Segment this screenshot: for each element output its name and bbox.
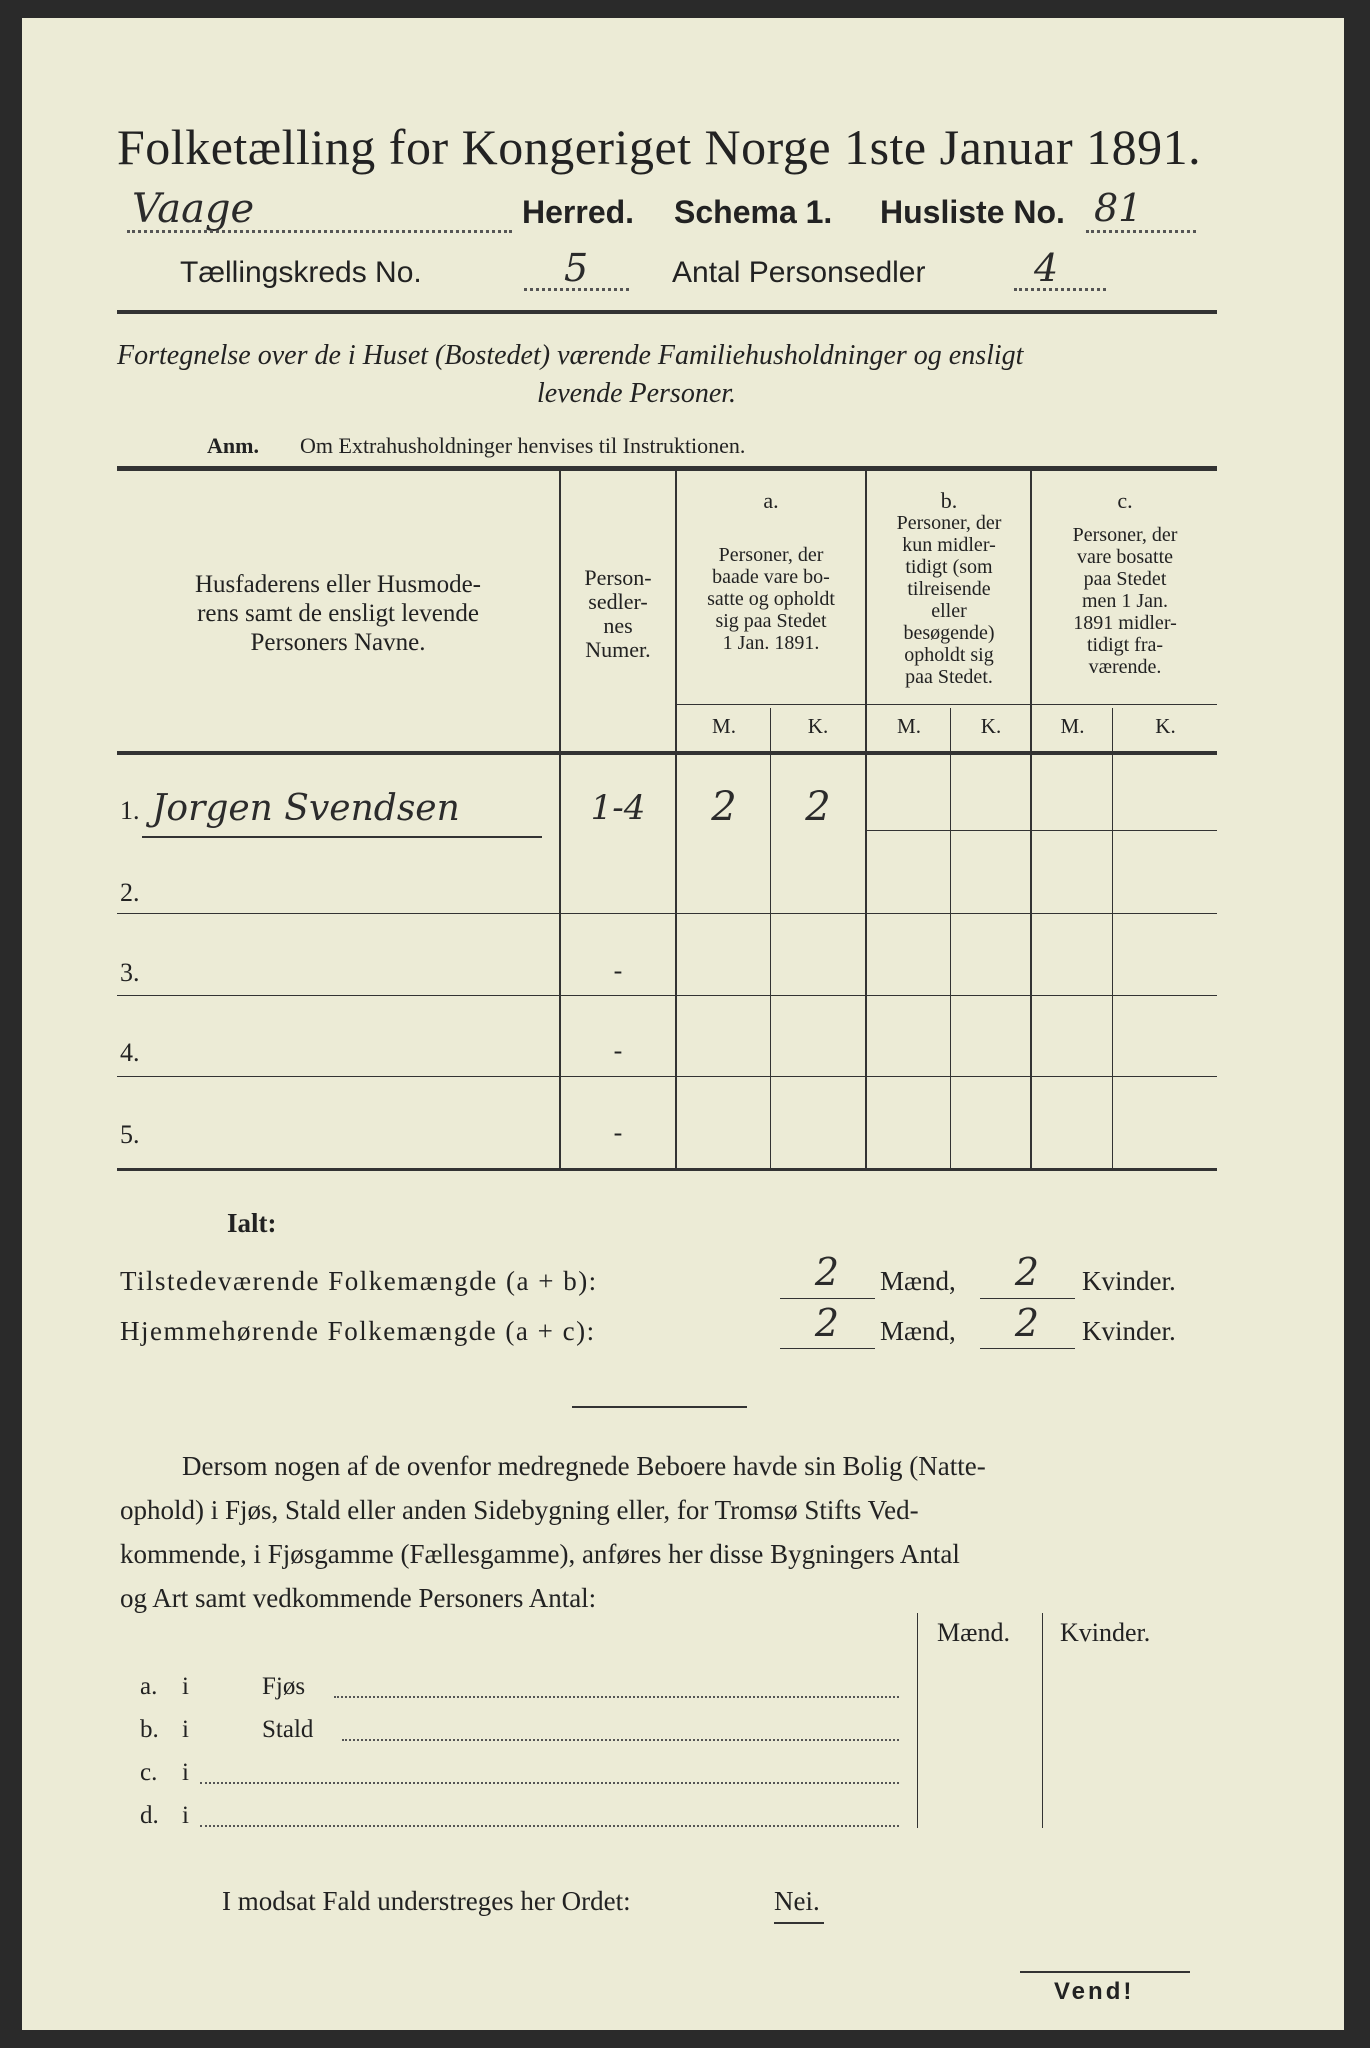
ialt-label: Ialt: (227, 1208, 277, 1238)
building-a-i: i (182, 1673, 189, 1700)
building-d-letter: d. (140, 1802, 159, 1829)
table-top-rule (117, 466, 1217, 471)
row-1-a-k: 2 (805, 784, 831, 830)
col-header-a: Personer, der baade vare bo- satte og opholdt sig paa Stedet 1 Jan. 1891. (707, 544, 835, 654)
col-divider-3 (865, 471, 867, 1171)
personsedler-value: 4 (1034, 246, 1059, 290)
row-1-name: Jorgen Svendsen (152, 788, 460, 829)
c-k-label: K. (1155, 714, 1176, 738)
building-maend-header: Mænd. (937, 1618, 1010, 1647)
tilstede-label: Tilstedeværende Folkemængde (a + b): (120, 1266, 598, 1296)
col-header-b: Personer, der kun midler- tidigt (som tilreisende eller besøgende) opholdt sig paa Stedet. (896, 512, 1002, 688)
intro-line-1: Fortegnelse over de i Huset (Bostedet) værende Familiehusholdninger og ensligt (117, 340, 1024, 371)
notice-line-2: ophold) i Fjøs, Stald eller anden Sidebygning eller, for Tromsø Stifts Ved- (120, 1495, 919, 1525)
building-b-label: Stald (262, 1716, 314, 1743)
row-3-rule (117, 995, 1217, 996)
c-mk-divider (1112, 708, 1113, 1171)
building-col-divider-2 (1042, 1613, 1043, 1828)
building-c-letter: c. (140, 1759, 158, 1786)
herred-value: Vaage (132, 186, 255, 232)
b-mk-divider (950, 708, 951, 1171)
anm-text: Om Extrahusholdninger henvises til Instruktionen. (300, 433, 746, 458)
col-header-c: Personer, der vare bosatte paa Stedet men 1 Jan. 1891 midler- tidigt fra- værende. (1072, 524, 1178, 678)
a-mk-divider (770, 708, 771, 1171)
notice-line-4: og Art samt vedkommende Personers Antal: (120, 1583, 597, 1613)
hjemme-kvinder-label: Kvinder. (1082, 1316, 1176, 1346)
personsedler-label: Antal Personsedler (672, 256, 926, 289)
building-d-dots (200, 1825, 899, 1827)
col-divider-4 (1030, 471, 1032, 1171)
kreds-value: 5 (564, 246, 589, 290)
building-col-divider-1 (917, 1613, 918, 1828)
building-b-dots (342, 1739, 899, 1741)
col-divider-2 (675, 471, 677, 1171)
nei-word: Nei. (774, 1886, 820, 1916)
row-1-name-underline (142, 836, 542, 838)
c-m-label: M. (1060, 714, 1085, 738)
husliste-dots (1086, 230, 1196, 233)
col-header-b-letter: b. (940, 488, 958, 513)
husliste-value: 81 (1094, 186, 1143, 230)
tilstede-kvinder-label: Kvinder. (1082, 1266, 1176, 1296)
mk-rule (675, 704, 1217, 705)
notice-line-1: Dersom nogen af de ovenfor medregnede Beboere havde sin Bolig (Natte- (182, 1451, 986, 1481)
hjemme-maend-line (780, 1348, 875, 1349)
row-4-no: 4. (120, 1038, 140, 1067)
nei-underline (774, 1922, 824, 1924)
personsedler-dots (1014, 288, 1106, 291)
modsat-text: I modsat Fald understreges her Ordet: (222, 1886, 631, 1916)
tilstede-maend-line (780, 1298, 875, 1299)
row-1-rule (865, 830, 1217, 831)
table-header-rule (117, 751, 1217, 755)
hjemme-kvinder-value: 2 (1014, 1301, 1040, 1345)
kreds-dots (524, 288, 629, 291)
row-4-rule (117, 1076, 1217, 1077)
col-header-a-letter: a. (763, 488, 779, 513)
herred-label: Herred. (522, 194, 635, 230)
building-a-letter: a. (140, 1673, 158, 1700)
hjemme-label: Hjemmehørende Folkemængde (a + c): (120, 1316, 596, 1346)
vend-label: Vend! (1054, 1978, 1135, 2005)
tilstede-kvinder-value: 2 (1014, 1250, 1040, 1294)
row-2-rule (117, 913, 1217, 914)
hjemme-maend-label: Mænd, (880, 1316, 956, 1346)
form-title: Folketælling for Kongeriget Norge 1ste Januar 1891. (117, 119, 1202, 175)
building-d-i: i (182, 1802, 189, 1829)
b-m-label: M. (897, 714, 921, 738)
building-kvinder-header: Kvinder. (1060, 1618, 1151, 1647)
header-rule (117, 310, 1217, 314)
vend-rule (1020, 1971, 1190, 1973)
row-5-num: - (613, 1118, 623, 1147)
col-header-num: Person- sedler- nes Numer. (584, 565, 652, 662)
tilstede-kvinder-line (980, 1298, 1075, 1299)
b-k-label: K. (980, 714, 1002, 738)
building-b-i: i (182, 1716, 189, 1743)
row-5-no: 5. (120, 1120, 140, 1149)
section-divider (572, 1406, 747, 1408)
kreds-label: Tællingskreds No. (180, 256, 422, 289)
row-1-num: 1-4 (590, 788, 646, 828)
building-c-dots (200, 1782, 899, 1784)
row-3-num: - (613, 956, 623, 985)
intro-line-2: levende Personer. (537, 378, 737, 409)
hjemme-kvinder-line (980, 1348, 1075, 1349)
row-3-no: 3. (120, 958, 140, 987)
row-1-a-m: 2 (711, 784, 737, 830)
building-a-label: Fjøs (262, 1673, 306, 1700)
anm-label: Anm. (207, 433, 259, 458)
building-a-dots (334, 1696, 899, 1698)
col-header-name: Husfaderens eller Husmode- rens samt de ensligt levende Personers Navne. (194, 571, 481, 656)
row-1-no: 1. (120, 796, 140, 825)
tilstede-maend-label: Mænd, (880, 1266, 956, 1296)
census-form-page (22, 18, 1344, 2030)
row-4-num: - (613, 1036, 623, 1065)
col-divider-1 (559, 471, 561, 1171)
table-bottom-rule (117, 1168, 1217, 1171)
hjemme-maend-value: 2 (814, 1301, 840, 1345)
tilstede-maend-value: 2 (814, 1250, 840, 1294)
husliste-label: Husliste No. (880, 194, 1065, 230)
row-2-no: 2. (120, 878, 140, 907)
col-header-c-letter: c. (1117, 488, 1133, 513)
building-c-i: i (182, 1759, 189, 1786)
notice-line-3: kommende, i Fjøsgamme (Fællesgamme), anføres her disse Bygningers Antal (120, 1539, 960, 1569)
herred-dots (127, 230, 512, 233)
a-k-label: K. (807, 714, 829, 738)
a-m-label: M. (712, 714, 736, 738)
schema-label: Schema 1. (674, 194, 833, 230)
building-b-letter: b. (140, 1716, 159, 1743)
